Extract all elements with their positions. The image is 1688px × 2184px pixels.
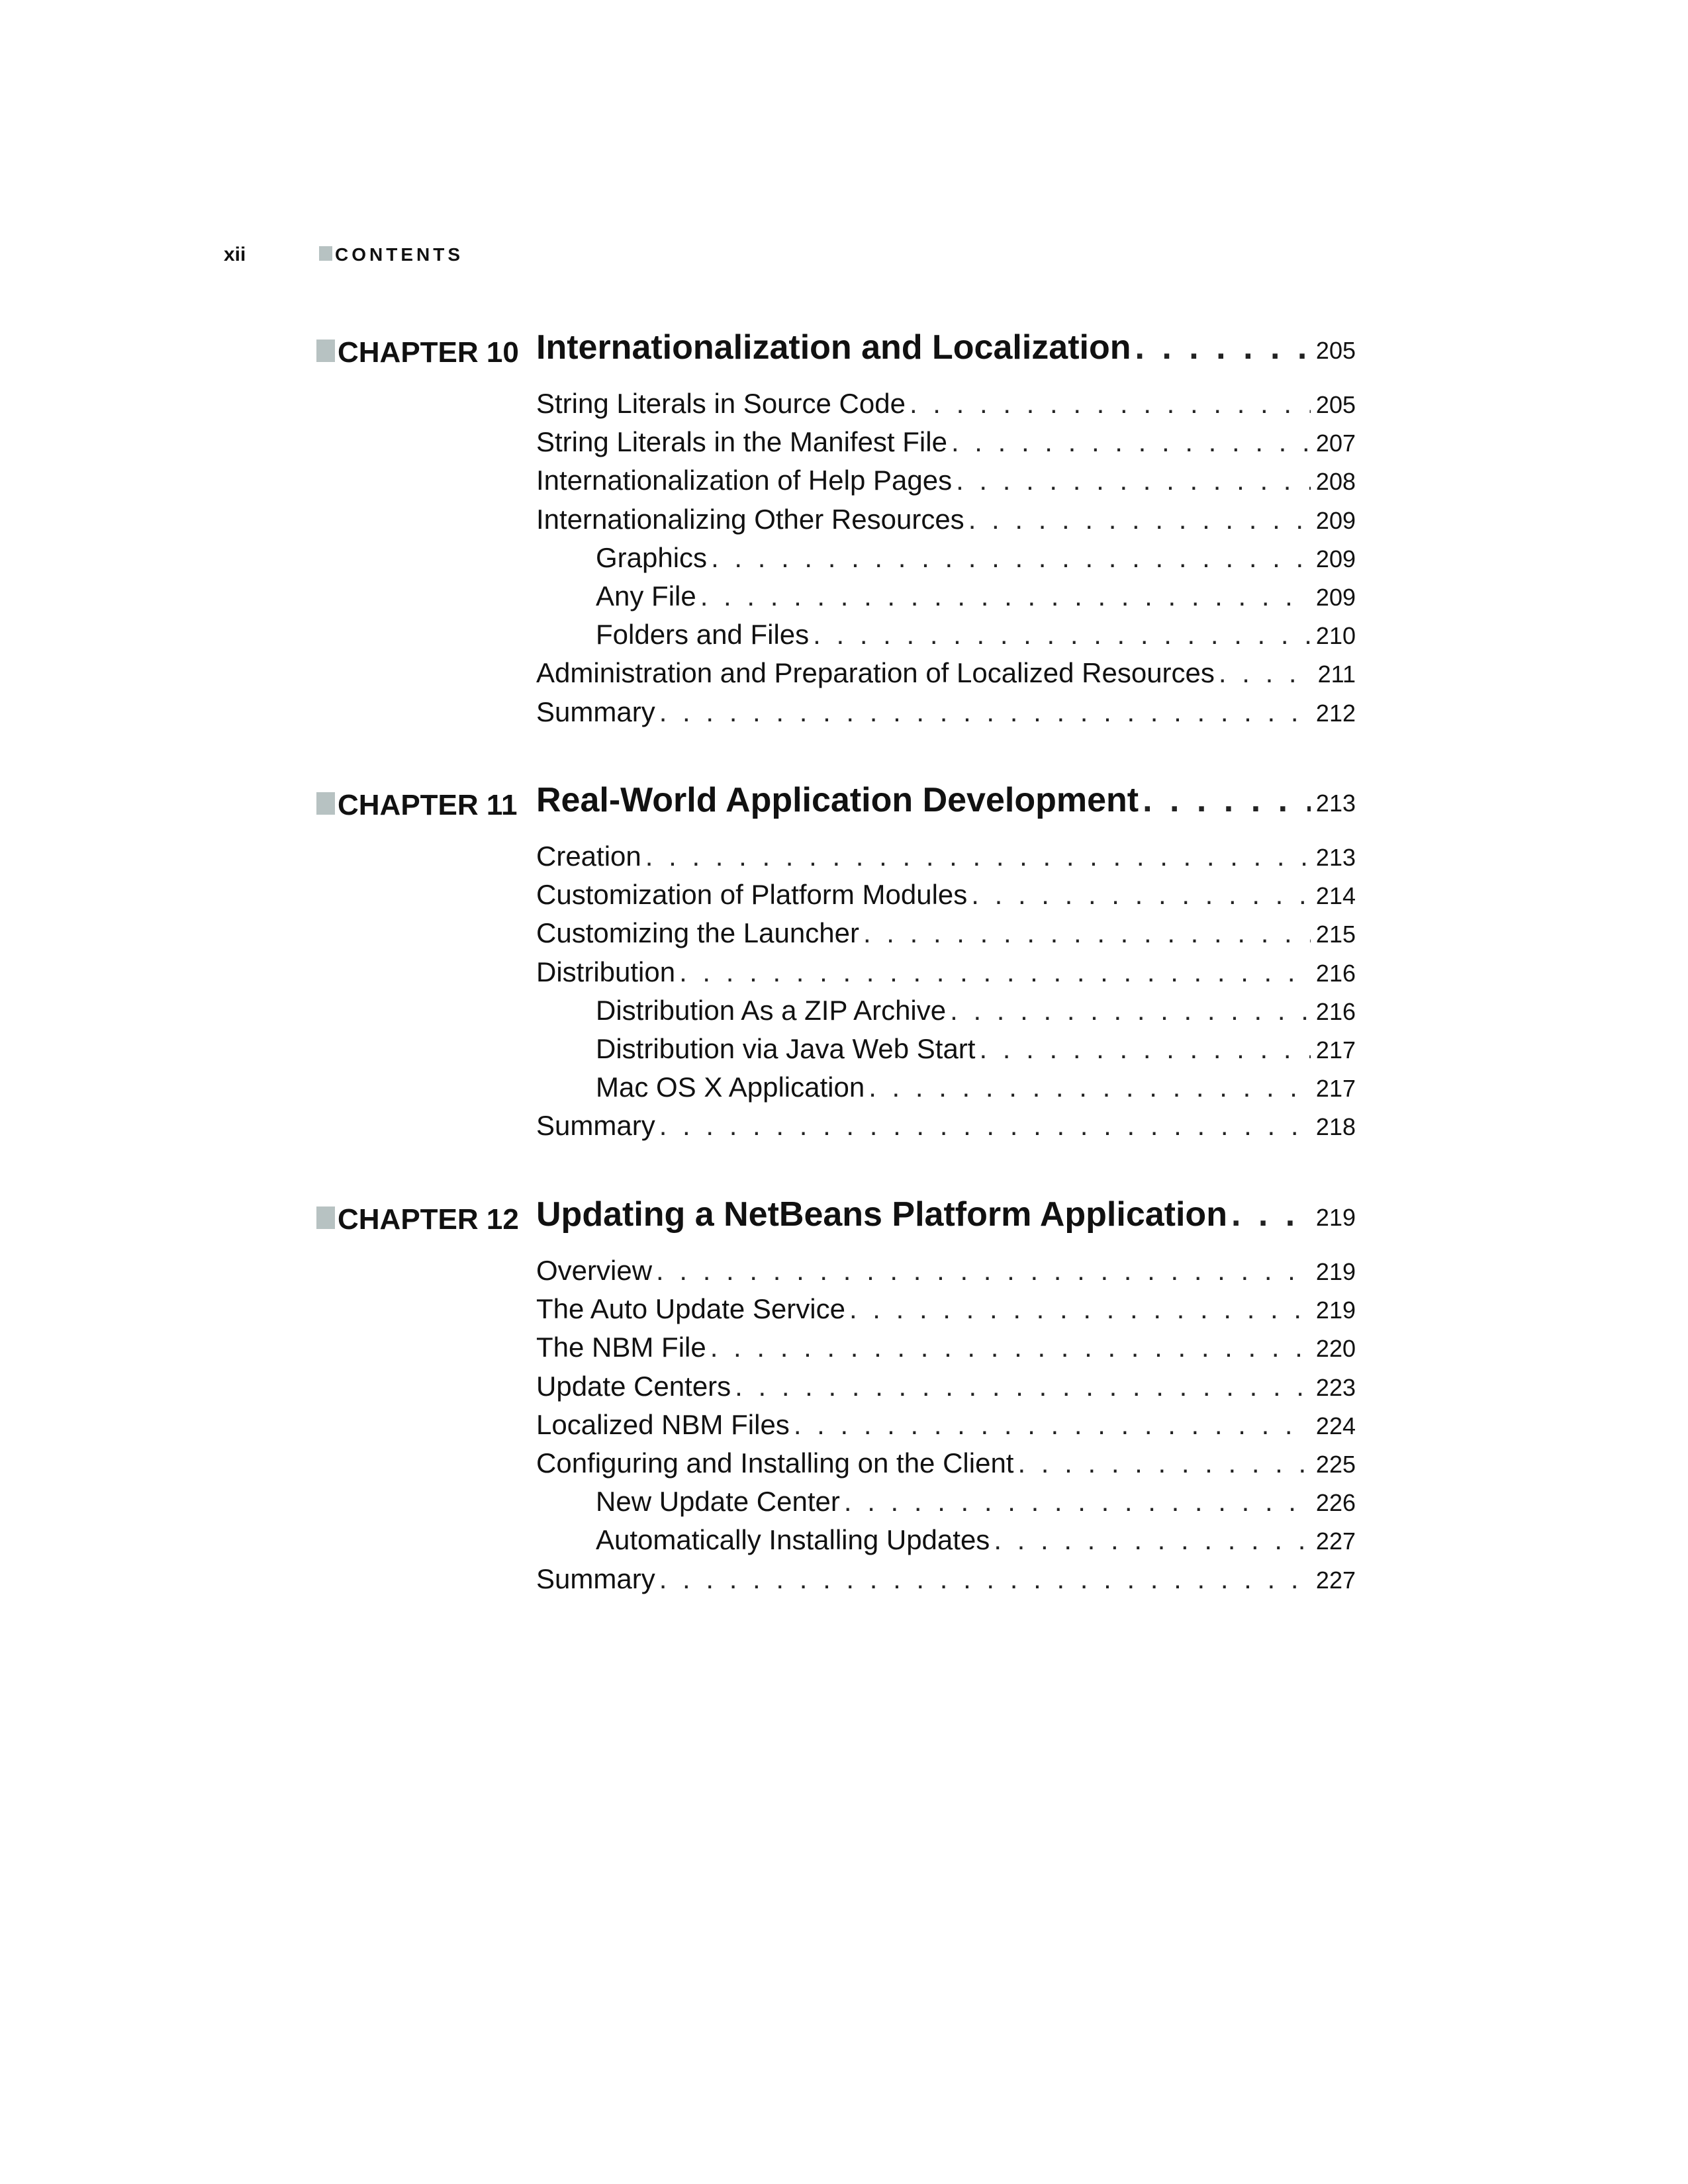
entry-title: Administration and Preparation of Localized Resources [536,657,1215,689]
dot-leader [1135,327,1311,368]
entry-page: 220 [1315,1335,1356,1363]
toc-subentry[interactable] [316,579,1356,617]
dot-leader [1231,1194,1311,1235]
toc-subentry[interactable] [316,993,1356,1032]
dot-leader [968,502,1311,537]
chapter-marker-icon [316,340,335,362]
chapter-marker-icon [316,792,335,815]
toc-entry[interactable] [316,1253,1356,1292]
entry-title: Distribution As a ZIP Archive [596,994,947,1026]
entry-title: Configuring and Installing on the Client [536,1447,1014,1479]
chapter-label: CHAPTER 10 [316,336,519,369]
toc-entry[interactable] [316,387,1356,425]
chapter-title-link[interactable] [536,1194,1356,1238]
entry-page: 217 [1315,1036,1356,1064]
entry-page: 215 [1315,921,1356,948]
chapter-title: Updating a NetBeans Platform Application [536,1195,1227,1234]
dot-leader [735,1369,1311,1404]
dot-leader [679,955,1311,989]
toc-entry[interactable] [316,1562,1356,1600]
chapter-heading [316,1194,1356,1240]
chapter-label: CHAPTER 12 [316,1203,519,1236]
dot-leader [813,617,1311,652]
entry-page: 217 [1315,1075,1356,1103]
dot-leader [951,425,1311,459]
entry-title: Overview [536,1255,653,1286]
section-marker-icon [319,246,332,261]
entry-page: 212 [1315,699,1356,727]
dot-leader [979,1032,1310,1066]
entry-page: 227 [1315,1566,1356,1594]
dot-leader [659,1562,1311,1596]
entry-title: Distribution [536,956,676,987]
entry-title: Distribution via Java Web Start [596,1032,976,1064]
running-header [224,244,1349,270]
dot-leader [910,387,1311,421]
entry-page: 219 [1315,1297,1356,1324]
entry-page: 224 [1315,1412,1356,1439]
toc-entry[interactable] [316,656,1356,694]
dot-leader [794,1408,1311,1442]
entry-page: 227 [1315,1527,1356,1555]
dot-leader [844,1484,1311,1519]
chapter-label: CHAPTER 11 [316,789,517,822]
dot-leader [849,1292,1311,1326]
chapter-marker-icon [316,1206,335,1229]
dot-leader [994,1523,1311,1557]
entry-page: 225 [1315,1450,1356,1478]
toc-entry[interactable] [316,878,1356,916]
dot-leader [656,1253,1311,1288]
toc-entry[interactable] [316,916,1356,954]
toc-entry[interactable] [316,1408,1356,1446]
toc-subentry[interactable] [316,1484,1356,1523]
dot-leader [956,463,1311,498]
dot-leader [710,1330,1311,1365]
chapter-title-link[interactable] [536,327,1356,371]
chapter-heading [316,780,1356,826]
dot-leader [700,579,1311,614]
entry-title: Mac OS X Application [596,1071,865,1103]
dot-leader [863,916,1311,950]
entry-page: 214 [1315,882,1356,910]
entry-title: Internationalizing Other Resources [536,503,964,535]
entry-title: The Auto Update Service [536,1293,845,1325]
entry-title: Update Centers [536,1370,731,1402]
dot-leader [711,541,1311,575]
dot-leader [971,878,1311,912]
entry-title: Summary [536,696,655,727]
chapter-heading [316,327,1356,373]
dot-leader [645,839,1311,874]
entry-title: Creation [536,841,641,872]
dot-leader [950,993,1311,1028]
entry-page: 219 [1315,1258,1356,1285]
toc-subentry[interactable] [316,1032,1356,1070]
dot-leader [659,1109,1311,1143]
entry-list [316,1253,1356,1600]
toc-entry[interactable] [316,1369,1356,1408]
toc-entry[interactable] [316,1446,1356,1484]
toc-entry[interactable] [316,463,1356,502]
entry-title: String Literals in Source Code [536,388,906,419]
dot-leader [1219,656,1313,690]
entry-title: The NBM File [536,1332,706,1363]
entry-title: Customizing the Launcher [536,917,859,949]
entry-title: Any File [596,580,696,612]
toc-entry[interactable] [316,1109,1356,1147]
entry-title: String Literals in the Manifest File [536,426,947,458]
entry-page: 209 [1315,545,1356,572]
entry-page: 205 [1315,391,1356,418]
entry-page: 226 [1315,1489,1356,1517]
entry-page: 207 [1315,430,1356,457]
entry-list [316,387,1356,733]
entry-title: Customization of Platform Modules [536,879,968,911]
chapter-12 [316,1194,1356,1594]
toc-entry[interactable] [316,695,1356,733]
toc-entry[interactable] [316,425,1356,463]
entry-page: 218 [1315,1113,1356,1141]
chapter-page-number: 219 [1315,1204,1356,1231]
toc-entry[interactable] [316,1292,1356,1330]
chapter-page-number: 213 [1315,790,1356,817]
chapter-11 [316,780,1356,1142]
chapter-title-link[interactable] [536,780,1356,824]
entry-title: Automatically Installing Updates [596,1524,990,1556]
entry-page: 223 [1315,1373,1356,1401]
entry-title: Internationalization of Help Pages [536,465,953,496]
chapter-page-number: 205 [1315,337,1356,364]
chapter-10 [316,327,1356,727]
entry-title: Summary [536,1563,655,1594]
dot-leader [659,695,1311,729]
toc-entry[interactable] [316,955,1356,993]
dot-leader [1143,780,1311,821]
entry-page: 209 [1315,583,1356,611]
entry-page: 216 [1315,959,1356,987]
section-label [319,244,463,266]
entry-page: 211 [1317,660,1356,688]
toc-subentry[interactable] [316,1523,1356,1561]
toc-entry[interactable] [316,1330,1356,1369]
toc-entry[interactable] [316,502,1356,541]
entry-title: New Update Center [596,1486,840,1518]
entry-title: Graphics [596,541,708,573]
dot-leader [868,1070,1311,1105]
entry-list [316,839,1356,1148]
dot-leader [1017,1446,1310,1480]
entry-page: 209 [1315,506,1356,534]
toc-subentry[interactable] [316,541,1356,579]
page-number: xii [224,244,246,265]
entry-page: 216 [1315,997,1356,1025]
entry-title: Summary [536,1110,655,1142]
entry-page: 210 [1315,622,1356,650]
entry-title: Folders and Files [596,619,810,651]
chapter-title: Real-World Application Development [536,781,1139,819]
entry-title: Localized NBM Files [536,1408,790,1440]
entry-page: 208 [1315,468,1356,496]
chapter-title: Internationalization and Localization [536,328,1131,367]
toc-subentry[interactable] [316,617,1356,656]
section-label-text: CONTENTS [335,244,463,265]
entry-page: 213 [1315,844,1356,871]
toc-subentry[interactable] [316,1070,1356,1109]
toc-entry[interactable] [316,839,1356,878]
